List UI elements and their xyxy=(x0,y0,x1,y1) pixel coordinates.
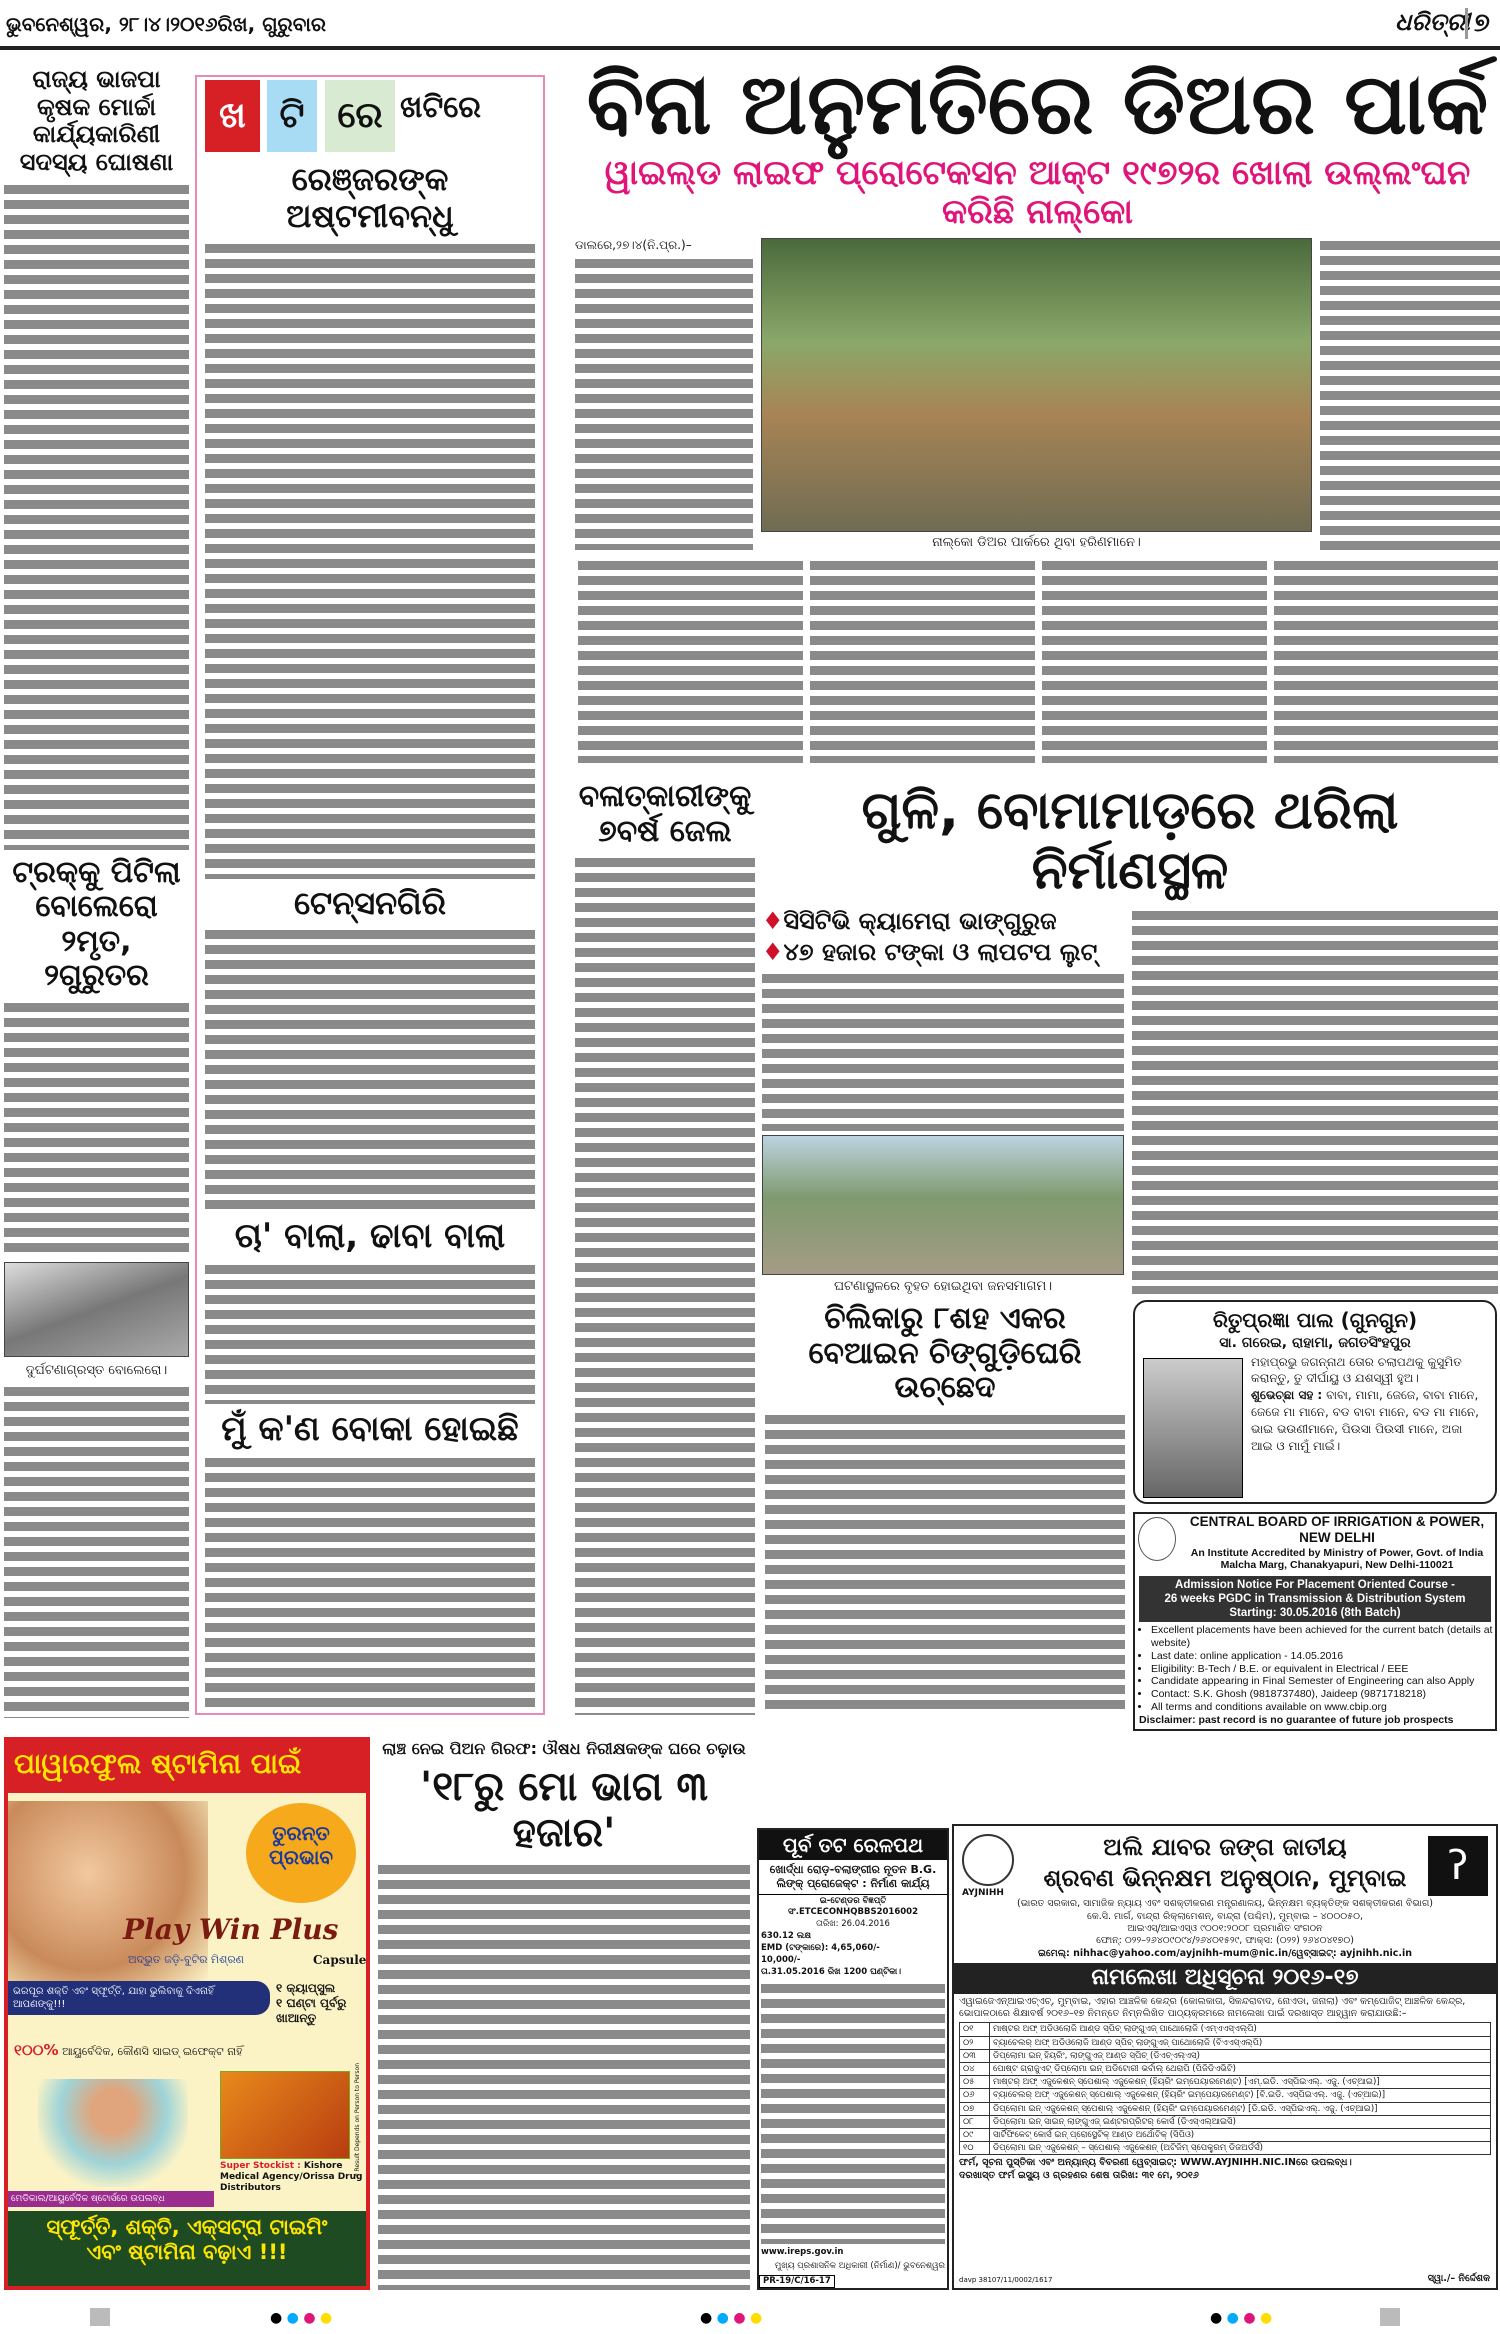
story-body xyxy=(4,182,189,849)
story-bullet: ♦ସିସିଟିଭି କ୍ୟାମେରା ଭାଙ୍ଗୁରୁଜ xyxy=(762,906,1057,935)
story-body xyxy=(765,1412,1125,1716)
lead-story xyxy=(575,55,1500,550)
story-body xyxy=(1132,908,1498,1294)
course-row: ୧୦ ଡିପ୍ଲୋମା ଇନ୍ ଏଜୁକେଶନ୍ – ସ୍ପେଶାଲ୍ ଏଜୁକେଶନ୍ (ଅଟିଜିମ୍ ସ୍ପେକ୍ଟ୍ରମ୍ ଡିଜଅର୍ଡର୍ସ) xyxy=(960,2142,1491,2155)
course-row: ୦୯ ସାର୍ଟିଫିକେଟ୍ କୋର୍ସ ଇନ୍ ପ୍ରୋସ୍ଥେଟିକ୍ ଆଣ୍ଡ ଅର୍ଥୋଟିକ୍ (ସିପିଓ) xyxy=(960,2128,1491,2141)
story-body xyxy=(762,971,1124,1131)
column-body xyxy=(205,1262,535,1404)
course-row: ୦୭ ଡିପ୍ଲୋମା ଇନ୍ ଏଜୁକେଶନ୍ ସ୍ପେଶାଲ୍ ଏଜୁକେଶନ୍ (ହିୟରିଂ ଇମ୍ପେୟାରମେଣ୍ଟ) [ଡି.ଇଡି. ଏସ୍‌ପିଇଏଲ୍. ଏଜୁ. (ଏଚ୍‌ଆଇ)] xyxy=(960,2102,1491,2115)
playwin-ad: ପାୱାରଫୁଲ ଷ୍ଟାମିନା ପାଇଁ ତୁରନ୍ତ ପ୍ରଭାବ Play Win Plus ଅଦ୍ଭୁତ ଜଡ଼ି-ବୁଟିର ମିଶ୍ରଣ Capsule ଭରପୂର ଶକ୍ତି ଏବଂ ସ୍ଫୂର୍ତ୍ତି, ଯାହା ଭୁଲିବାକୁ ଦିଏନାହିଁ ଆପଣଙ୍କୁ!!! ୧ କ୍ୟାପ୍‌ସୁଲ ୧ ଘଣ୍ଟା ପୂର୍ବରୁ ଖାଆନ୍ତୁ ୧୦୦% ଆୟୁର୍ବେଦିକ, କୌଣସି ସାଇଡ୍ ଇଫେକ୍ଟ ନାହିଁ * Result Depends on Person to Person Super Stockist : Kishore Medical Agency/Orissa Drug Distributors ମେଡିକାଲ/ଆୟୁର୍ବେଦିକ ଷ୍ଟୋର୍ସରେ ଉପଲବ୍ଧ ସ୍ଫୂର୍ତ୍ତି, ଶକ୍ତି, ଏକ୍ସଟ୍ରା ଟାଇମିଂ ଏବଂ ଷ୍ଟାମିନା ବଢ଼ାଏ !!! xyxy=(4,1737,370,2290)
column-section-heading: ରେଞ୍ଜରଙ୍କ ଅଷ୍ଟମୀବନ୍ଧୁ xyxy=(286,160,454,235)
column-logo: ଖ ଟି ରେ ଖଟିରେ xyxy=(205,80,535,155)
print-marks: ● ● ● ● ● ● ● ● ● ● ● ● xyxy=(0,2308,1500,2328)
course-row: ୦୬ ବ୍ୟାଚେଲର୍ ଅଫ୍ ଏଜୁକେଶନ୍ ସ୍ପେଶାଲ୍ ଏଜୁକେଶନ୍ (ହିୟରିଂ ଇମ୍ପେୟାରମେଣ୍ଟ) [ବି.ଇଡି. ଏସ୍‌ପିଇଏଲ୍. ଏଜୁ. (ଏଚ୍‌ଆଇ)] xyxy=(960,2089,1491,2102)
lead-body xyxy=(578,558,1498,763)
cbip-logo xyxy=(1138,1517,1176,1561)
cbip-ad: CENTRAL BOARD OF IRRIGATION & POWER, NEW DELHI An Institute Accredited by Ministry of Power, Govt. of India Malcha Marg, Chanakyapuri, New Delhi-110021 Admission Notice For Placement Oriented Course - 26 weeks PGDC in Transmission & Distribution System Starting: 30.05.2016 (8th Batch) • Excellent placements have been achieved for the current batch (details at website) • Last date: online application - 14.05.2016 • Eligibility: B-Tech / B.E. or equivalent in Electrical / EEE • Candidate appearing in Final Semester of Engineering can also Apply • Contact: S.K. Ghosh (9818737480), Jaideep (9871718218) • All terms and conditions available on www.cbip.org Disclaimer: past record is no guarantee of future job prospects xyxy=(1133,1512,1497,1731)
lead-body xyxy=(1320,238,1500,550)
bomb-story xyxy=(762,782,1498,1294)
column-section-heading: ମୁଁ କ'ଣ ବୋକା ହୋଇଛି xyxy=(221,1408,519,1449)
lead-body xyxy=(575,256,753,550)
dateline: ଭୁବନେଶ୍ୱର, ୨୮।୪।୨୦୧୬ରିଖ, ଗୁରୁବାର xyxy=(6,12,327,36)
course-row: ୦୪ ପୋଷ୍ଟ ଗ୍ରାଜୁଏଟ୍ ଡିପ୍ଲୋମା ଇନ୍ ଅଡିଟୋରୀ ଭର୍ବାଲ୍ ଥେରାପି (ପିଜିଡିଏଭିଟି) xyxy=(960,2062,1491,2075)
story-bullet: ♦୪୭ ହଜାର ଟଙ୍କା ଓ ଲାପଟପ ଲୁଟ୍ xyxy=(762,938,1098,967)
birthday-ad: ରିତୁପ୍ରଜ୍ଞା ପାଲ (ଗୁନଗୁନ) ସା. ଗରେଇ, ରାହାମା, ଜଗତସିଂହପୁର ମହାପ୍ରଭୁ ଜଗନ୍ନାଥ ତୋର ଚଲାପଥକୁ କୁସୁମିତ କରାନ୍ତୁ, ତୁ ଦୀର୍ଘାୟୁ ଓ ଯଶସ୍ୱୀ ହୁଅ। ଶୁଭେଚ୍ଛା ସହ : ବାବା, ମାମା, ଜେଜେ, ବାବା ମାନେ, ଜେଜେ ମା ମାନେ, ବଡ ବାବା ମାନେ, ବଡ ମା ମାନେ, ଭାଇ ଭଉଣୀମାନେ, ପିଉସା ପିଉସୀ ମାନେ, ଅଜା ଆଇ ଓ ମାମୁଁ ମାଇଁ। xyxy=(1133,1300,1497,1504)
ayjnihh-ad: AYJNIHH ʔ ଅଲି ଯାବର ଜଙ୍ଗ ଜାତୀୟ ଶ୍ରବଣ ଭିନ୍ନକ୍ଷମ ଅନୁଷ୍ଠାନ, ମୁମ୍ବାଇ (ଭାରତ ସରକାର, ସାମାଜିକ ନ୍ୟାୟ ଏବଂ ସଶକ୍ତୀକରଣ ମନ୍ତ୍ରଣାଳୟ, ଭିନ୍ନକ୍ଷମ ବ୍ୟକ୍ତିଙ୍କ ସଶକ୍ତୀକରଣ ବିଭାଗ) କେ.ସି. ମାର୍ଗ, ବାନ୍ଦ୍ରା ରିକ୍ଲାମେଶନ୍, ବାନ୍ଦ୍ରା (ପଶ୍ଚିମ), ମୁମ୍ବାଇ – ୪୦୦୦୫୦, ଆଇଏସ୍/ଆଇଏସ୍‌ଓ ୯୦୦୧:୨୦୦୮ ପ୍ରମାଣିତ ସଂଗଠନ ଫୋନ୍: ୦୨୨–୨୬୪୦୯୦୯୪/୨୬୪୦୧୫୨୯, ଫାକ୍ସ: (୦୨୨) ୨୬୪୦୪୧୭୦) ଇମେଲ୍: nihhac@yahoo.com/ayjnihh-mum@nic.in/ୱେବ୍‌ସାଇଟ୍: ayjnihh.nic.in ନାମଲେଖା ଅଧିସୂଚନା ୨୦୧୬-୧୭ ଏୱାଇଜେଏନ୍‌ଆଇଏଚ୍‌ଏଚ୍, ମୁମ୍ବାଇ, ଏହାର ଆଞ୍ଚଳିକ କେନ୍ଦ୍ର (କୋଲକାତା, ସିକନ୍ଦରାବାଦ, ନୋଏଡା, ଜନାଲା) ଏବଂ କମ୍ପୋଜିଟ୍ ଆଞ୍ଚଳିକ କେନ୍ଦ୍ର, ଭୋପାଳଠାରେ ଶିକ୍ଷାବର୍ଷ ୨୦୧୬–୧୭ ନିମନ୍ତେ ନିମ୍ନଲିଖିତ ପାଠ୍ୟକ୍ରମରେ ନାମଲେଖା ପାଇଁ ଦରଖାସ୍ତ ଆହ୍ୱାନ କରାଯାଉଛି:– ୦୧ ମାଷ୍ଟର ଅଫ୍ ଅଡିଓଲୋଜି ଆଣ୍ଡ ସ୍ପିଚ୍ ଲାଙ୍ଗୁଏଜ୍ ପାଥୋଲୋଜି (ଏମ୍‌ଏଏସ୍‌ଏଲ୍‌ପି) ୦୨ ବ୍ୟାଚେଲର୍ ଅଫ୍ ଅଡିଓଲୋଜି ଆଣ୍ଡ ସ୍ପିଚ୍ ଲାଙ୍ଗୁଏଜ୍ ପାଥୋଲୋଜି (ବିଏଏସ୍‌ଏଲ୍‌ପି) ୦୩ ଡିପ୍ଲୋମା ଇନ୍ ହିୟରିଂ, ଲାଙ୍ଗୁଏଜ୍ ଆଣ୍ଡ ସ୍ପିଚ୍ (ଡିଏଚ୍‌ଏଲ୍‌ଏସ୍) ୦୪ ପୋଷ୍ଟ ଗ୍ରାଜୁଏଟ୍ ଡିପ୍ଲୋମା ଇନ୍ ଅଡିଟୋରୀ ଭର୍ବାଲ୍ ଥେରାପି (ପିଜିଡିଏଭିଟି) ୦୫ ମାଷ୍ଟର୍ ଅଫ୍ ଏଜୁକେଶନ୍ ସ୍ପେଶାଲ୍ ଏଜୁକେଶନ୍ (ହିୟରିଂ ଇମ୍ପେୟାରମେଣ୍ଟ) [ଏମ୍.ଇଡି. ଏସ୍‌ପିଇଏଲ୍. ଏଜୁ. (ଏଚ୍‌ଆଇ)] ୦୬ ବ୍ୟାଚେଲର୍ ଅଫ୍ ଏଜୁକେଶନ୍ ସ୍ପେଶାଲ୍ ଏଜୁକେଶନ୍ (ହିୟରିଂ ଇମ୍ପେୟାରମେଣ୍ଟ) [ବି.ଇଡି. ଏସ୍‌ପିଇଏଲ୍. ଏଜୁ. (ଏଚ୍‌ଆଇ)] ୦୭ ଡିପ୍ଲୋମା ଇନ୍ ଏଜୁକେଶନ୍ ସ୍ପେଶାଲ୍ ଏଜୁକେଶନ୍ (ହିୟରିଂ ଇମ୍ପେୟାରମେଣ୍ଟ) [ଡି.ଇଡି. ଏସ୍‌ପିଇଏଲ୍. ଏଜୁ. (ଏଚ୍‌ଆଇ)] ୦୮ ଡିପ୍ଲୋମା ଇନ୍ ସାଇନ୍ ଲାଙ୍ଗୁଏଜ୍ ଇଣ୍ଟରପ୍ରିଟର୍ କୋର୍ସ (ଡିଏସ୍‌ଏଲ୍‌ଆଇସି) ୦୯ ସାର୍ଟିଫିକେଟ୍ କୋର୍ସ ଇନ୍ ପ୍ରୋସ୍ଥେଟିକ୍ ଆଣ୍ଡ ଅର୍ଥୋଟିକ୍ (ସିପିଓ) ୧୦ ଡିପ୍ଲୋମା ଇନ୍ ଏଜୁକେଶନ୍ – ସ୍ପେଶାଲ୍ ଏଜୁକେଶନ୍ (ଅଟିଜିମ୍ ସ୍ପେକ୍ଟ୍ରମ୍ ଡିଜଅର୍ଡର୍ସ) ଫର୍ମ, ସୂଚନା ପୁସ୍ତିକା ଏବଂ ଅନ୍ୟାନ୍ୟ ବିବରଣୀ ୱେବ୍‌ସାଇଟ୍: WWW.AYJNIHH.NIC.INରେ ଉପଲବ୍ଧ। ଦରଖାସ୍ତ ଫର୍ମ ଇସ୍ୟୁ ଓ ଗ୍ରହଣର ଶେଷ ତାରିଖ: ୩୧ ମେ, ୨୦୧୬ davp 38107/11/0002/1617 ସ୍ୱା./– ନିର୍ଦ୍ଦେଶକ xyxy=(952,1824,1498,2290)
column-section-heading: ଚା' ବାଲା, ଢାବା ବାଲା xyxy=(234,1215,506,1256)
crowd-photo xyxy=(762,1135,1124,1275)
photo-caption: ଦୁର୍ଘଟଣାଗ୍ରସ୍ତ ବୋଲେରୋ। xyxy=(25,1363,168,1379)
ear-icon: ʔ xyxy=(1428,1836,1488,1896)
story-headline: ଚିଲିକାରୁ ୮ଶହ ଏକର ବେଆଇନ ଚିଙ୍ଗୁଡ଼ିଘେରି ଉଚ୍ଛେଦ xyxy=(808,1301,1082,1405)
photo-caption: ଘଟଣାସ୍ଥଳରେ ବୃହତ ହୋଇଥିବା ଜନସମାଗମ। xyxy=(833,1279,1053,1294)
column-section-heading: ଟେନ୍ସନଗିରି xyxy=(293,883,446,922)
story-kicker: ଲାଞ୍ଚ ନେଇ ପିଅନ ଗିରଫ: ଔଷଧ ନିରୀକ୍ଷକଙ୍କ ଘରେ ଚଢ଼ାଉ xyxy=(382,1739,746,1758)
masthead-logo: ଧରିତ୍ରୀ xyxy=(1395,8,1470,36)
course-row: ୦୮ ଡିପ୍ଲୋମା ଇନ୍ ସାଇନ୍ ଲାଙ୍ଗୁଏଜ୍ ଇଣ୍ଟରପ୍ରିଟର୍ କୋର୍ସ (ଡିଏସ୍‌ଏଲ୍‌ଆଇସି) xyxy=(960,2115,1491,2128)
course-row: ୦୧ ମାଷ୍ଟର ଅଫ୍ ଅଡିଓଲୋଜି ଆଣ୍ଡ ସ୍ପିଚ୍ ଲାଙ୍ଗୁଏଜ୍ ପାଥୋଲୋଜି (ଏମ୍‌ଏଏସ୍‌ଏଲ୍‌ପି) xyxy=(960,2023,1491,2036)
photo-caption: ନାଲ୍‌କୋ ଡିଅର ପାର୍କରେ ଥିବା ହରିଣମାନେ। xyxy=(932,535,1141,550)
column-body xyxy=(205,1455,535,1710)
tender-body xyxy=(761,1981,945,2244)
rape-story xyxy=(575,780,755,1715)
story-headline: ଟ୍ରକ୍‌କୁ ପିଟିଲା ବୋଲେରୋ ୨ମୃତ, ୨ଗୁରୁତର xyxy=(12,854,181,994)
lead-dateline: ଡାଲରେ,୨୭।୪(ନି.ପ୍ର.)– xyxy=(575,238,692,253)
railway-tender-ad: ପୂର୍ବ ତଟ ରେଳପଥ ଖୋର୍ଦ୍ଧା ରୋଡ଼-ବଲାଙ୍ଗୀର ନୂତନ B.G. ଲିଙ୍କ୍ ପ୍ରୋଜେକ୍ଟ : ନିର୍ମାଣ କାର୍ଯ୍ୟ ଇ-ଟେଣ୍ଡର ବିଜ୍ଞପ୍ତି ସଂ.ETCECONHQBBS2016002 ତାରିଖ: 26.04.2016 630.12 ଲକ୍ଷ EMD (ଟଙ୍କାରେ): 4,65,060/- 10,000/- ତା.31.05.2016 ରିଖ 1200 ଘଣ୍ଟିକା। www.ireps.gov.in ମୁଖ୍ୟ ପ୍ରଶାସନିକ ଅଧିକାରୀ (ନିର୍ମାଣ)/ ଭୁବନେଶ୍ୱର PR-19/C/16-17 xyxy=(757,1828,949,2290)
course-row: ୦୩ ଡିପ୍ଲୋମା ଇନ୍ ହିୟରିଂ, ଲାଙ୍ଗୁଏଜ୍ ଆଣ୍ଡ ସ୍ପିଚ୍ (ଡିଏଚ୍‌ଏଲ୍‌ଏସ୍) xyxy=(960,2049,1491,2062)
bribe-story xyxy=(378,1740,750,2290)
lead-subhead: ୱାଇଲ୍ଡ ଲାଇଫ ପ୍ରୋଟେକସନ ଆକ୍ଟ ୧୯୭୨ର ଖୋଲା ଉଲ୍ଲଂଘନ କରିଛି ନାଲ୍‌କୋ xyxy=(604,153,1471,233)
story-body xyxy=(4,1384,189,1718)
badge: ତୁରନ୍ତ ପ୍ରଭାବ xyxy=(246,1803,356,1903)
man-photo xyxy=(38,2079,188,2187)
lead-headline: ବିନା ଅନୁମତିରେ ଡିଅର ପାର୍କ xyxy=(586,55,1489,153)
right-ads xyxy=(1133,1300,1497,1731)
column-body xyxy=(205,927,535,1211)
baby-photo xyxy=(1143,1358,1243,1498)
story-headline: '୧୮ରୁ ମୋ ଭାଗ ୩ ହଜାର' xyxy=(420,1764,708,1857)
column-content xyxy=(205,80,535,1710)
ayjnihh-logo xyxy=(962,1834,1014,1886)
course-row: ୦୫ ମାଷ୍ଟର୍ ଅଫ୍ ଏଜୁକେଶନ୍ ସ୍ପେଶାଲ୍ ଏଜୁକେଶନ୍ (ହିୟରିଂ ଇମ୍ପେୟାରମେଣ୍ଟ) [ଏମ୍.ଇଡି. ଏସ୍‌ପିଇଏଲ୍. ଏଜୁ. (ଏଚ୍‌ଆଇ)] xyxy=(960,2076,1491,2089)
accident-photo xyxy=(4,1262,189,1357)
story-headline: ବଳାତ୍କାରୀଙ୍କୁ ୭ବର୍ଷ ଜେଲ xyxy=(578,779,752,849)
column-body xyxy=(205,241,535,879)
course-table xyxy=(959,2022,1491,2155)
deer-photo xyxy=(761,238,1312,532)
header-rule xyxy=(0,46,1500,50)
story-headline: ଗୁଳି, ବୋମାମାଡ଼ରେ ଥରିଲା ନିର୍ମାଣସ୍ଥଳ xyxy=(861,781,1399,901)
story-body xyxy=(575,855,755,1715)
story-body xyxy=(378,1862,750,2290)
chilika-story xyxy=(765,1302,1125,1715)
story-body xyxy=(4,1000,189,1257)
page-number: ୭ xyxy=(1465,8,1490,39)
course-row: ୦୨ ବ୍ୟାଚେଲର୍ ଅଫ୍ ଅଡିଓଲୋଜି ଆଣ୍ଡ ସ୍ପିଚ୍ ଲାଙ୍ଗୁଏଜ୍ ପାଥୋଲୋଜି (ବିଏଏସ୍‌ଏଲ୍‌ପି) xyxy=(960,2036,1491,2049)
cbip-bullets: • Excellent placements have been achieved for the current batch (details at website) • Last date: online application - 14.05.2016 • Eligibility: B-Tech / B.E. or equivalent in Electrical / EEE • Candidate appearing in Final Semester of Engineering can also Apply • Contact: S.K. Ghosh (9818737480), Jaideep (9871718218) • All terms and conditions available on www.cbip.org xyxy=(1135,1624,1495,1714)
admission-notice: Admission Notice For Placement Oriented Course - 26 weeks PGDC in Transmission & Distribution System Starting: 30.05.2016 (8th Batch) xyxy=(1139,1576,1491,1622)
product-box xyxy=(220,2071,350,2159)
story-headline: ରାଜ୍ୟ ଭାଜପା କୃଷକ ମୋର୍ଚ୍ଚା କାର୍ଯ୍ୟକାରିଣୀ ସଦସ୍ୟ ଘୋଷଣା xyxy=(19,65,174,176)
left-column xyxy=(4,66,189,1718)
